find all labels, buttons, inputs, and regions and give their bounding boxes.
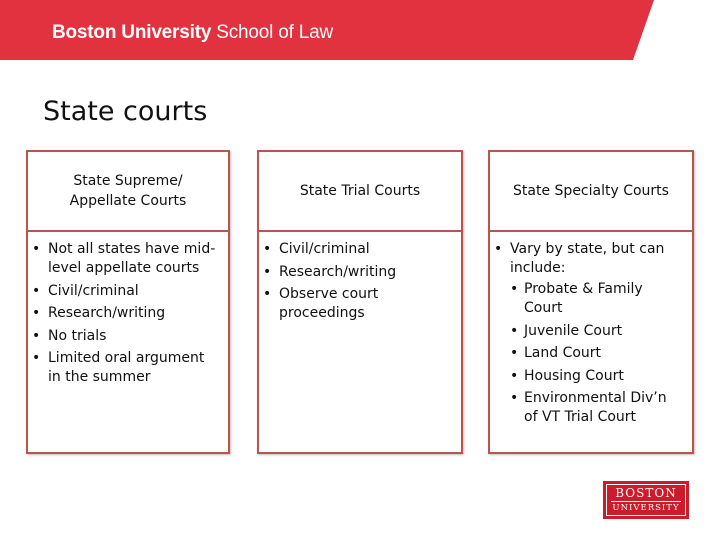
box-heading-line2: Appellate Courts <box>69 193 187 209</box>
sub-list <box>510 280 682 427</box>
list-item: • Not all states have mid-level appellate courts <box>48 240 218 278</box>
box-list <box>28 240 228 391</box>
list-item: • Limited oral argument in the summer <box>48 349 218 387</box>
logo-line1: BOSTON <box>615 486 677 500</box>
list-item: • Civil/criminal <box>279 240 451 259</box>
list-item: • No trials <box>48 327 218 346</box>
header-banner <box>0 0 720 60</box>
box-heading <box>28 152 228 232</box>
box-trial-courts <box>257 150 463 454</box>
list-item: • Observe court proceedings <box>279 285 451 323</box>
box-heading: State Specialty Courts <box>490 152 692 232</box>
list-item: • Civil/criminal <box>48 282 218 301</box>
slide-title: State courts <box>43 96 208 127</box>
sub-list-item: • Land Court <box>524 344 682 363</box>
list-item: • Research/writing <box>279 263 451 282</box>
sub-list-item: • Juvenile Court <box>524 322 682 341</box>
list-item-intro: Vary by state, but can include: <box>510 241 665 276</box>
boston-university-logo <box>603 481 689 519</box>
list-item: • Research/writing <box>48 304 218 323</box>
list-item <box>510 240 682 427</box>
box-list <box>490 240 692 431</box>
sub-list-item: • Housing Court <box>524 367 682 386</box>
header-brand <box>52 22 333 44</box>
sub-list-item: • Probate & Family Court <box>524 280 682 318</box>
header-brand-regular: School of Law <box>211 22 334 43</box>
logo-frame <box>606 484 686 516</box>
box-specialty-courts <box>488 150 694 454</box>
box-list <box>259 240 461 327</box>
box-supreme-appellate <box>26 150 230 454</box>
header-brand-bold: Boston University <box>52 22 212 43</box>
box-heading-line1: State Supreme/ <box>73 172 183 189</box>
box-heading: State Trial Courts <box>259 152 461 232</box>
logo-line2: UNIVERSITY <box>612 503 680 513</box>
sub-list-item: • Environmental Div’n of VT Trial Court <box>524 389 682 427</box>
